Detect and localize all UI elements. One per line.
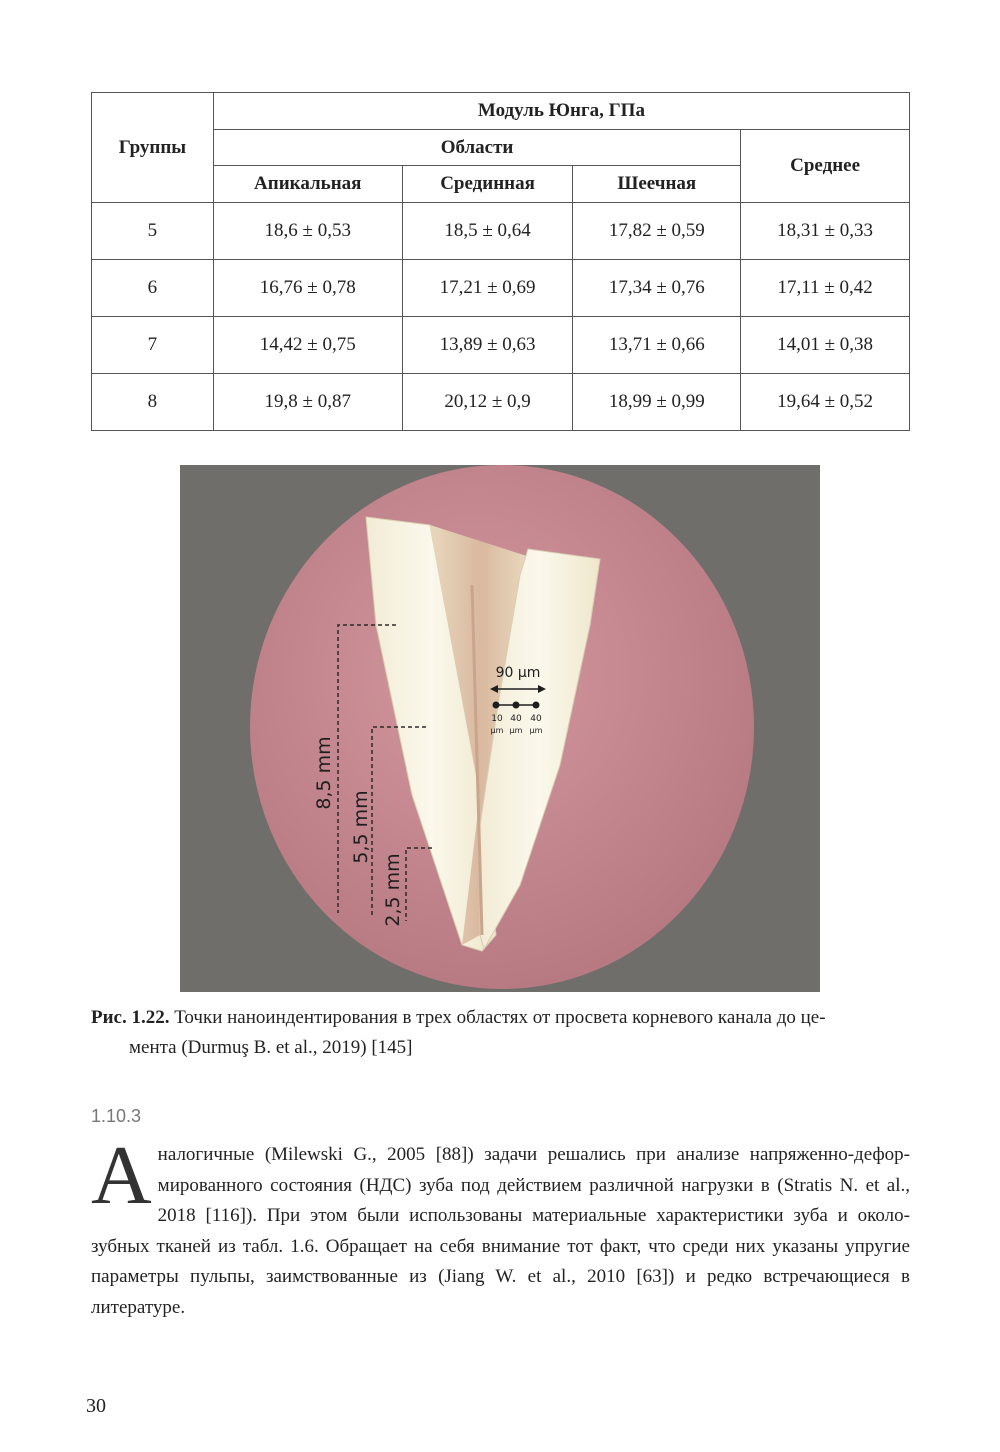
caption-line-2: мента (Durmuş B. et al., 2019) [145] bbox=[129, 1037, 413, 1058]
caption-line-1: Точки наноиндентирования в трех областях от просвета корневого канала до це- bbox=[174, 1007, 826, 1028]
label-2-5-mm: 2,5 mm bbox=[382, 853, 404, 927]
cell-cervical: 18,99 ± 0,99 bbox=[573, 374, 741, 431]
indent-point-icon bbox=[493, 702, 500, 709]
cell-cervical: 17,34 ± 0,76 bbox=[573, 260, 741, 317]
tooth-section-illustration bbox=[180, 465, 820, 992]
header-cervical: Шеечная bbox=[573, 166, 741, 203]
tick-10: 10 bbox=[491, 714, 503, 724]
table-row bbox=[92, 317, 910, 374]
indent-point-icon bbox=[513, 702, 520, 709]
tick-unit: µm bbox=[509, 726, 523, 735]
cell-apical: 18,6 ± 0,53 bbox=[213, 203, 402, 260]
cell-group: 5 bbox=[92, 203, 214, 260]
table-row bbox=[92, 374, 910, 431]
cell-mean: 19,64 ± 0,52 bbox=[741, 374, 910, 431]
tick-unit: µm bbox=[490, 726, 504, 735]
youngs-modulus-table bbox=[91, 92, 910, 431]
figure-label: Рис. 1.22. bbox=[91, 1007, 170, 1028]
cell-group: 6 bbox=[92, 260, 214, 317]
cell-apical: 16,76 ± 0,78 bbox=[213, 260, 402, 317]
paragraph-text: налогичные (Milewski G., 2005 [88]) задачи решались при анализе напряженно-деформированного состояния (НДС) зуба под действием различной нагрузки в (Stratis N. et al., 2018 [116]). При этом были использованы материальные характеристики зуба и околозубных тканей из табл. 1.6. Обращает на себя внимание тот факт, что среди них указаны упругие параметры пульпы, заимствованные из (Jiang W. et al., 2010 [63]) и редко встречающиеся в литературе. bbox=[91, 1144, 910, 1318]
header-young-modulus: Модуль Юнга, ГПа bbox=[213, 93, 909, 130]
cell-cervical: 17,82 ± 0,59 bbox=[573, 203, 741, 260]
tick-40: 40 bbox=[510, 714, 522, 724]
tick-unit: µm bbox=[529, 726, 543, 735]
cell-group: 8 bbox=[92, 374, 214, 431]
cell-middle: 17,21 ± 0,69 bbox=[402, 260, 573, 317]
label-90-um: 90 µm bbox=[495, 665, 541, 681]
header-mean: Среднее bbox=[741, 130, 910, 203]
cell-group: 7 bbox=[92, 317, 214, 374]
drop-cap: А bbox=[91, 1129, 152, 1222]
label-5-5-mm: 5,5 mm bbox=[350, 790, 372, 864]
table-row bbox=[92, 203, 910, 260]
cell-mean: 17,11 ± 0,42 bbox=[741, 260, 910, 317]
cell-middle: 18,5 ± 0,64 bbox=[402, 203, 573, 260]
header-middle: Срединная bbox=[402, 166, 573, 203]
section-number: 1.10.3 bbox=[91, 1106, 142, 1126]
figure-caption bbox=[91, 1003, 910, 1063]
cell-middle: 20,12 ± 0,9 bbox=[402, 374, 573, 431]
cell-apical: 14,42 ± 0,75 bbox=[213, 317, 402, 374]
cell-mean: 14,01 ± 0,38 bbox=[741, 317, 910, 374]
cell-apical: 19,8 ± 0,87 bbox=[213, 374, 402, 431]
body-paragraph bbox=[91, 1129, 910, 1323]
header-groups: Группы bbox=[92, 93, 214, 203]
header-apical: Апикальная bbox=[213, 166, 402, 203]
indent-point-icon bbox=[533, 702, 540, 709]
label-8-5-mm: 8,5 mm bbox=[313, 736, 335, 810]
cell-middle: 13,89 ± 0,63 bbox=[402, 317, 573, 374]
page-number: 30 bbox=[86, 1395, 106, 1417]
cell-cervical: 13,71 ± 0,66 bbox=[573, 317, 741, 374]
tooth-section-photo bbox=[180, 465, 820, 992]
table-row bbox=[92, 260, 910, 317]
tick-40: 40 bbox=[530, 714, 542, 724]
cell-mean: 18,31 ± 0,33 bbox=[741, 203, 910, 260]
header-regions: Области bbox=[213, 130, 740, 166]
